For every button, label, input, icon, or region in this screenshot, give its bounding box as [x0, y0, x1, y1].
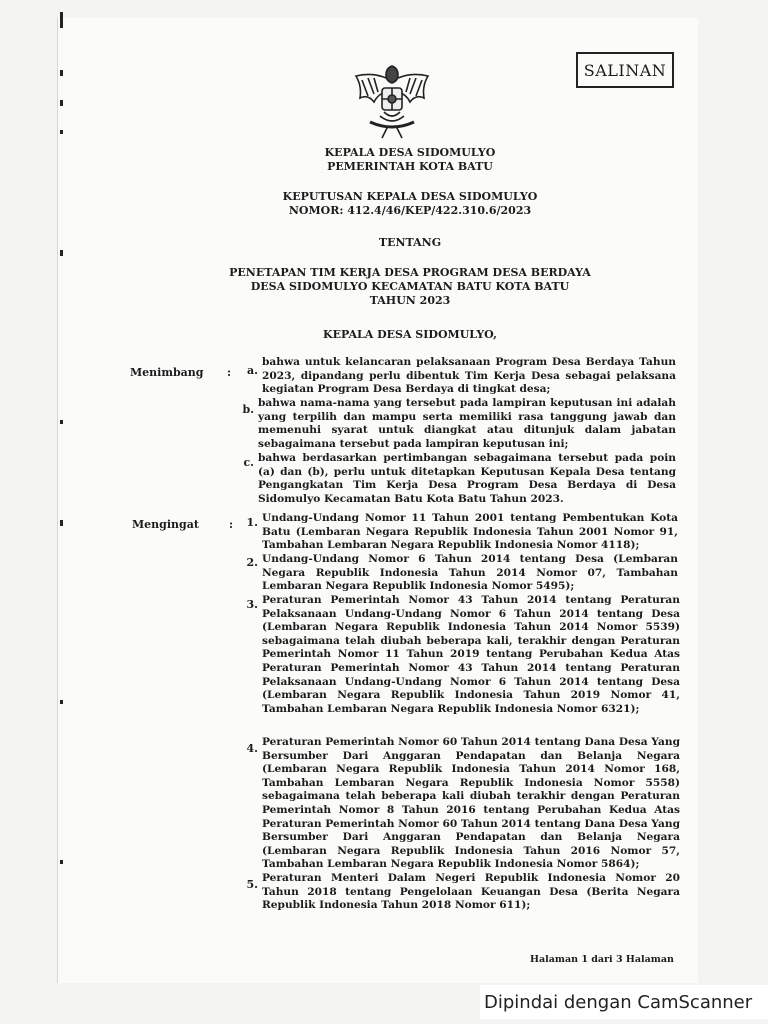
mengingat-label: Mengingat	[132, 518, 199, 531]
header-line1: KEPALA DESA SIDOMULYO	[324, 146, 496, 159]
mengingat-colon: :	[229, 518, 234, 531]
subject-line2: DESA SIDOMULYO KECAMATAN BATU KOTA BATU	[250, 280, 570, 293]
header-line2: PEMERINTAH KOTA BATU	[327, 160, 493, 173]
decision-number: NOMOR: 412.4/46/KEP/422.310.6/2023	[288, 204, 532, 217]
mengingat-item-2: Undang-Undang Nomor 6 Tahun 2014 tentang Desa (Lembaran Negara Republik Indonesia Tahun 2014 Nomor 07, Tambahan Lembaran Negara Republik Indonesia Nomor 5495);	[262, 553, 678, 593]
menimbang-marker-a: a.	[247, 364, 258, 377]
menimbang-item-c: bahwa berdasarkan pertimbangan sebagaimana tersebut pada poin (a) dan (b), perlu untuk ditetapkan Keputusan Kepala Desa tentang Pengangkatan Tim Kerja Desa Program Desa Berdaya di Desa Sidomulyo Kecamatan Batu Kota Batu Tahun 2023.	[258, 452, 676, 505]
subject-line1: PENETAPAN TIM KERJA DESA PROGRAM DESA BERDAYA	[229, 266, 591, 279]
mengingat-item-4: Peraturan Pemerintah Nomor 60 Tahun 2014 tentang Dana Desa Yang Bersumber Dari Anggaran Pendapatan dan Belanja Negara (Lembaran Negara Republik Indonesia Tahun 2014 Nomor 168, Tambahan Lembaran Negara Republik Indonesia Nomor 5558) sebagaimana telah beberapa kali diubah terakhir dengan Peraturan Pemerintah Nomor 8 Tahun 2016 tentang Perubahan Kedua Atas Peraturan Pemerintah Nomor 60 Tahun 2014 tentang Dana Desa Yang Bersumber Dari Anggaran Pendapatan dan Belanja Negara (Lembaran Negara Republik Indonesia Tahun 2016 Nomor 57, Tambahan Lembaran Negara Republik Indonesia Nomor 5864);	[262, 736, 680, 871]
menimbang-colon: :	[227, 366, 232, 379]
mengingat-item-1: Undang-Undang Nomor 11 Tahun 2001 tentang Pembentukan Kota Batu (Lembaran Negara Republik Indonesia Tahun 2001 Nomor 91, Tambahan Lembaran Negara Republik Indonesia Nomor 4118);	[262, 512, 678, 552]
mengingat-marker-3: 3.	[246, 598, 258, 611]
camscanner-watermark: Dipindai dengan CamScanner	[480, 985, 768, 1019]
menimbang-item-a: bahwa untuk kelancaran pelaksanaan Program Desa Berdaya Tahun 2023, dipandang perlu dibentuk Tim Kerja Desa sebagai pelaksana kegiatan Program Desa Berdaya di tingkat desa;	[262, 356, 676, 396]
mengingat-marker-4: 4.	[246, 742, 258, 755]
menimbang-marker-c: c.	[243, 456, 254, 469]
garuda-emblem-icon	[344, 56, 440, 142]
subject-line3: TAHUN 2023	[369, 294, 451, 307]
mengingat-marker-2: 2.	[246, 556, 258, 569]
decision-title: KEPUTUSAN KEPALA DESA SIDOMULYO	[282, 190, 538, 203]
about-heading: TENTANG	[378, 236, 442, 249]
page-footer: Halaman 1 dari 3 Halaman	[530, 954, 674, 965]
mengingat-marker-1: 1.	[246, 516, 258, 529]
menimbang-marker-b: b.	[242, 403, 254, 416]
salinan-stamp: SALINAN	[576, 52, 674, 88]
mengingat-item-3: Peraturan Pemerintah Nomor 43 Tahun 2014 tentang Peraturan Pelaksanaan Undang-Undang Nomor 6 Tahun 2014 tentang Desa (Lembaran Negara Republik Indonesia Tahun 2014 Nomor 5539) sebagaimana telah diubah beberapa kali, terakhir dengan Peraturan Pemerintah Nomor 11 Tahun 2019 tentang Perubahan Kedua Atas Peraturan Pemerintah Nomor 43 Tahun 2014 tentang Peraturan Pelaksanaan Undang-Undang Nomor 6 Tahun 2014 tentang Desa (Lembaran Negara Republik Indonesia Tahun 2019 Nomor 41, Tambahan Lembaran Negara Republik Indonesia Nomor 6321);	[262, 594, 680, 715]
mengingat-item-5: Peraturan Menteri Dalam Negeri Republik Indonesia Nomor 20 Tahun 2018 tentang Pengelolaan Keuangan Desa (Berita Negara Republik Indonesia Tahun 2018 Nomor 611);	[262, 872, 680, 912]
authority-heading: KEPALA DESA SIDOMULYO,	[323, 328, 497, 341]
menimbang-item-b: bahwa nama-nama yang tersebut pada lampiran keputusan ini adalah yang terpilih dan mampu serta memiliki rasa tanggung jawab dan memenuhi syarat untuk diangkat atau ditunjuk dalam jabatan sebagaimana tersebut pada lampiran keputusan ini;	[258, 397, 676, 450]
menimbang-label: Menimbang	[130, 366, 204, 379]
mengingat-marker-5: 5.	[246, 878, 258, 891]
